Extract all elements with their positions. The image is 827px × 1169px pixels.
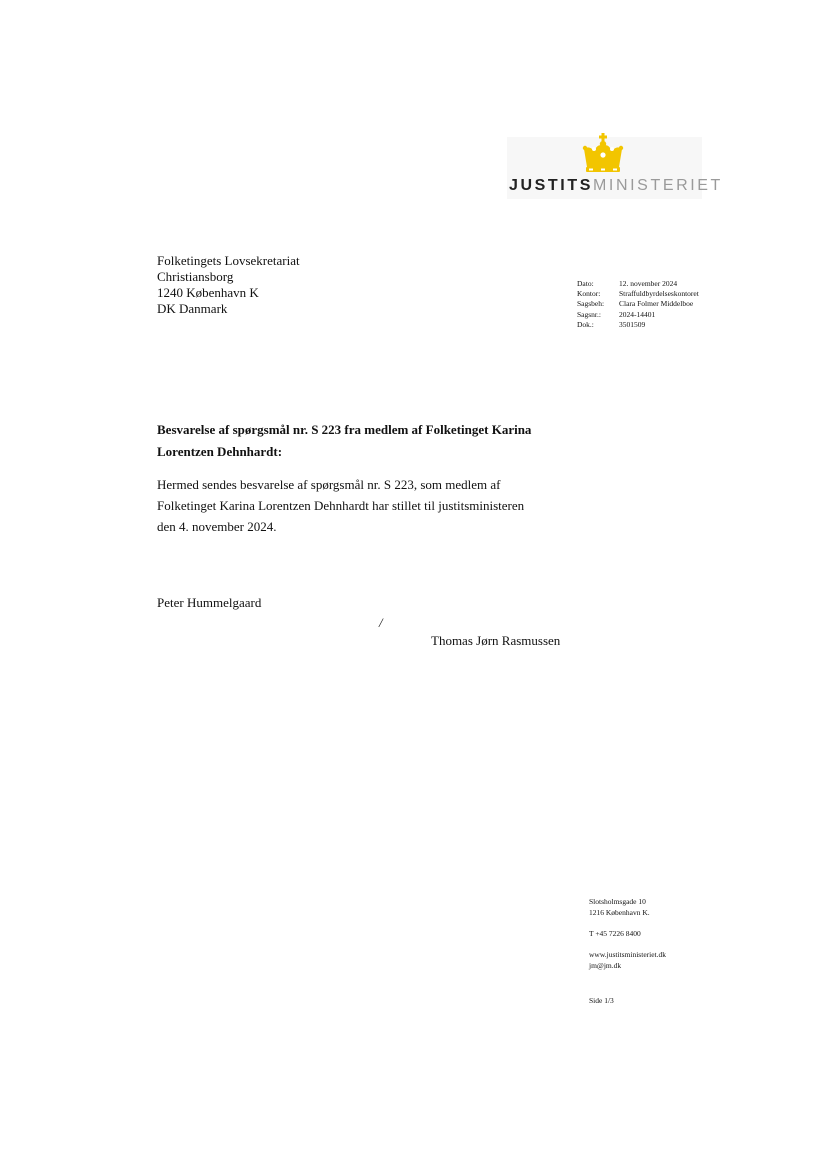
recipient-line: 1240 København K — [157, 285, 259, 300]
logo-bold: JUSTITS — [509, 177, 593, 194]
letter-body: Hermed sendes besvarelse af spørgsmål nr. S 223, som medlem af Folketinget Karina Lorentzen Dehnhardt har stillet til justitsministeren den 4. november 2024. — [157, 477, 525, 534]
meta-row-document — [577, 320, 699, 330]
footer-address — [589, 897, 650, 918]
meta-label: Kontor: — [577, 289, 601, 299]
footer-street: Slotsholmsgade 10 — [589, 897, 646, 906]
signature-minister: Peter Hummelgaard — [157, 595, 262, 610]
meta-label: Sagsbeh: — [577, 299, 605, 309]
recipient-line: DK Danmark — [157, 301, 228, 316]
signature-separator: / — [379, 615, 383, 630]
footer-website-link[interactable]: www.justitsministeriet.dk — [589, 950, 667, 959]
footer-email-link[interactable]: jm@jm.dk — [589, 960, 622, 970]
footer-city: 1216 København K. — [589, 907, 650, 917]
page-number: Side 1/3 — [589, 996, 614, 1005]
signature-official: Thomas Jørn Rasmussen — [431, 633, 561, 648]
meta-label: Dok.: — [577, 319, 594, 329]
recipient-address — [157, 253, 300, 317]
meta-value: Straffuldbyrdelseskontoret — [619, 289, 699, 299]
letter-subject: Besvarelse af spørgsmål nr. S 223 fra medlem af Folketinget Karina Lorentzen Dehnhardt: — [157, 422, 532, 459]
crown-icon — [581, 133, 625, 175]
meta-value: 12. november 2024 — [619, 279, 678, 288]
case-metadata — [577, 279, 699, 330]
meta-label: Dato: — [577, 279, 594, 288]
logo-wordmark — [509, 177, 723, 195]
meta-row-handler — [577, 299, 699, 309]
recipient-line: Folketingets Lovsekretariat — [157, 253, 300, 268]
logo-light: MINISTERIET — [593, 177, 723, 194]
meta-value: Clara Folmer Middelboe — [619, 299, 694, 309]
footer-contact — [589, 950, 666, 971]
meta-row-office — [577, 289, 699, 299]
recipient-line: Christiansborg — [157, 269, 234, 284]
meta-row-date — [577, 279, 699, 289]
meta-value: 2024-14401 — [619, 309, 656, 319]
meta-row-case-number — [577, 310, 699, 320]
meta-value: 3501509 — [619, 319, 646, 329]
footer-phone: T +45 7226 8400 — [589, 929, 641, 938]
meta-label: Sagsnr.: — [577, 309, 601, 319]
